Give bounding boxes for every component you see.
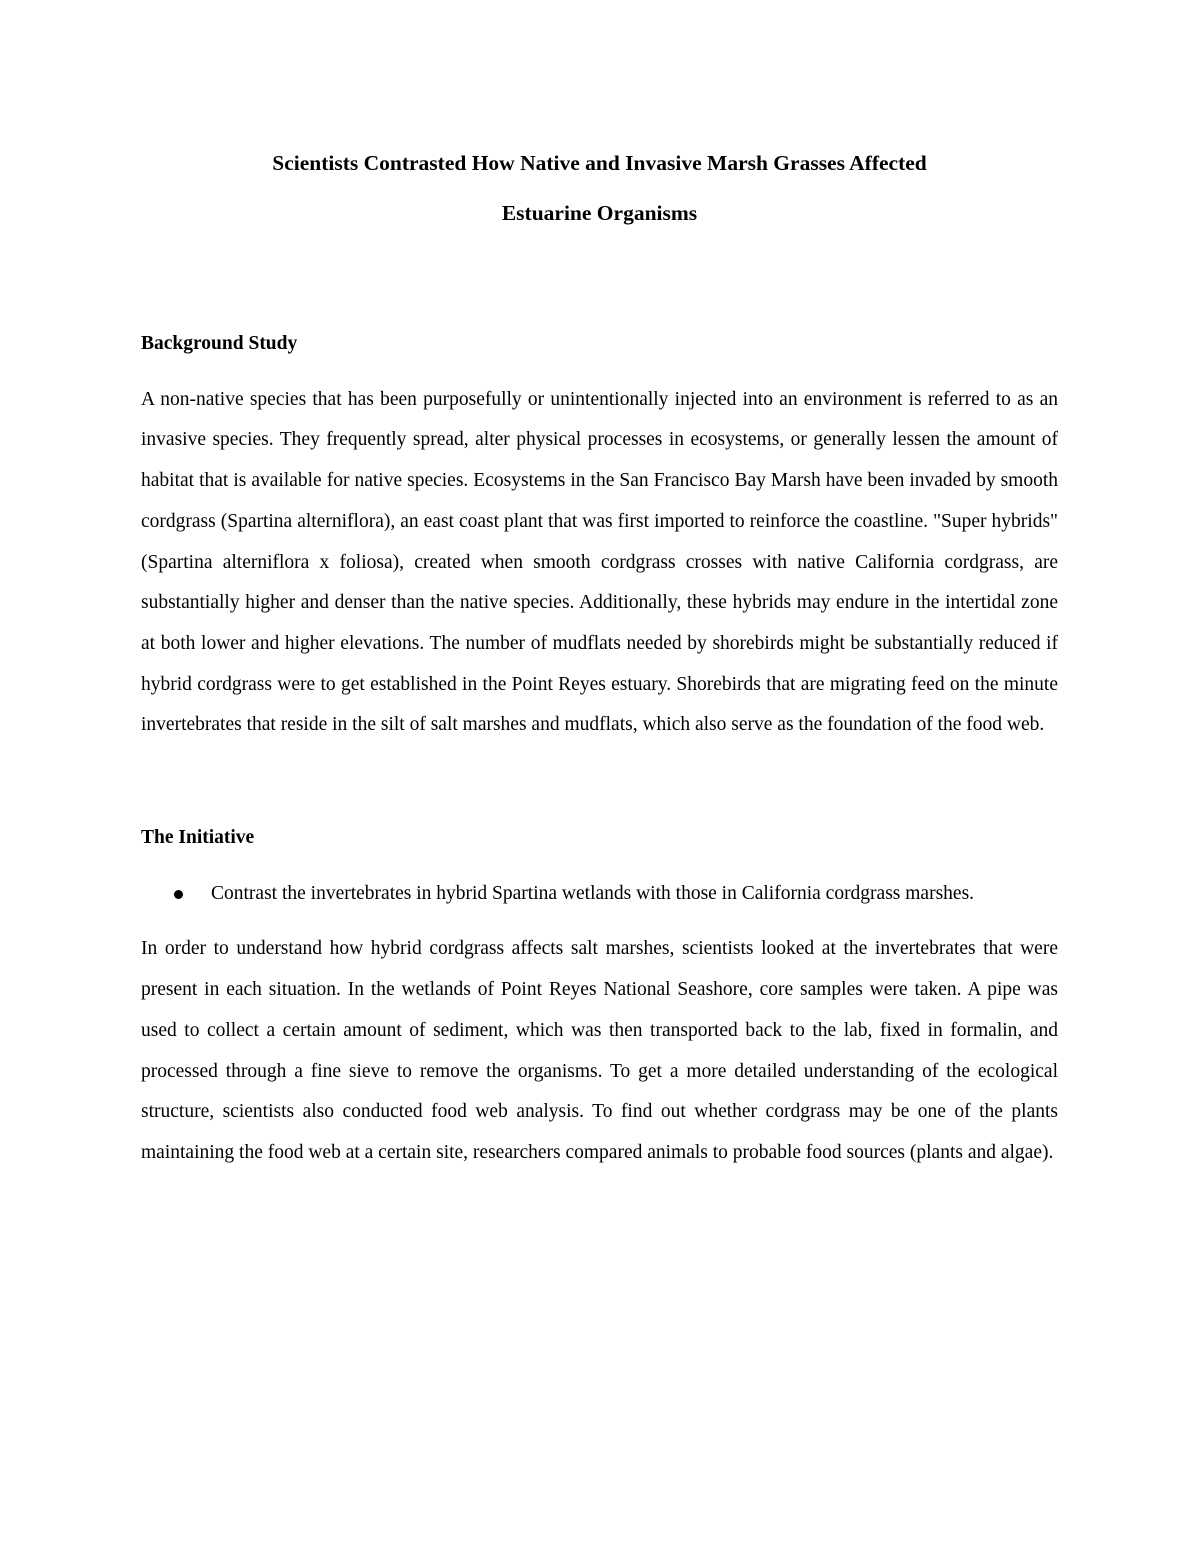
document-title	[141, 138, 1058, 238]
paragraph-background: A non-native species that has been purposefully or unintentionally injected into an environment is referred to as an invasive species. They frequently spread, alter physical processes in ecosystems, or generally lessen the amount of habitat that is available for native species. Ecosystems in the San Francisco Bay Marsh have been invaded by smooth cordgrass (Spartina alterniflora), an east coast plant that was first imported to reinforce the coastline. "Super hybrids" (Spartina alterniflora x foliosa), created when smooth cordgrass crosses with native California cordgrass, are substantially higher and denser than the native species. Additionally, these hybrids may endure in the intertidal zone at both lower and higher elevations. The number of mudflats needed by shorebirds might be substantially reduced if hybrid cordgrass were to get established in the Point Reyes estuary. Shorebirds that are migrating feed on the minute invertebrates that reside in the silt of salt marshes and mudflats, which also serve as the foundation of the food web.	[141, 388, 1058, 736]
title-line-2: Estuarine Organisms	[501, 201, 698, 225]
bullet-icon	[174, 890, 183, 899]
list-item	[141, 874, 1058, 915]
paragraph-initiative: In order to understand how hybrid cordgrass affects salt marshes, scientists looked at the invertebrates that were present in each situation. In the wetlands of Point Reyes National Seashore, core samples were taken. A pipe was used to collect a certain amount of sediment, which was then transported back to the lab, fixed in formalin, and processed through a fine sieve to remove the organisms. To get a more detailed understanding of the ecological structure, scientists also conducted food web analysis. To find out whether cordgrass may be one of the plants maintaining the food web at a certain site, researchers compared animals to probable food sources (plants and algae).	[141, 938, 1058, 1163]
section-heading-initiative: The Initiative	[141, 827, 255, 849]
document-page	[141, 138, 1058, 1174]
section-heading-background: Background Study	[141, 333, 298, 354]
bullet-list	[141, 874, 1058, 915]
bullet-text: Contrast the invertebrates in hybrid Spartina wetlands with those in California cordgrass marshes.	[211, 882, 975, 904]
title-line-1: Scientists Contrasted How Native and Invasive Marsh Grasses Affected	[272, 151, 927, 175]
